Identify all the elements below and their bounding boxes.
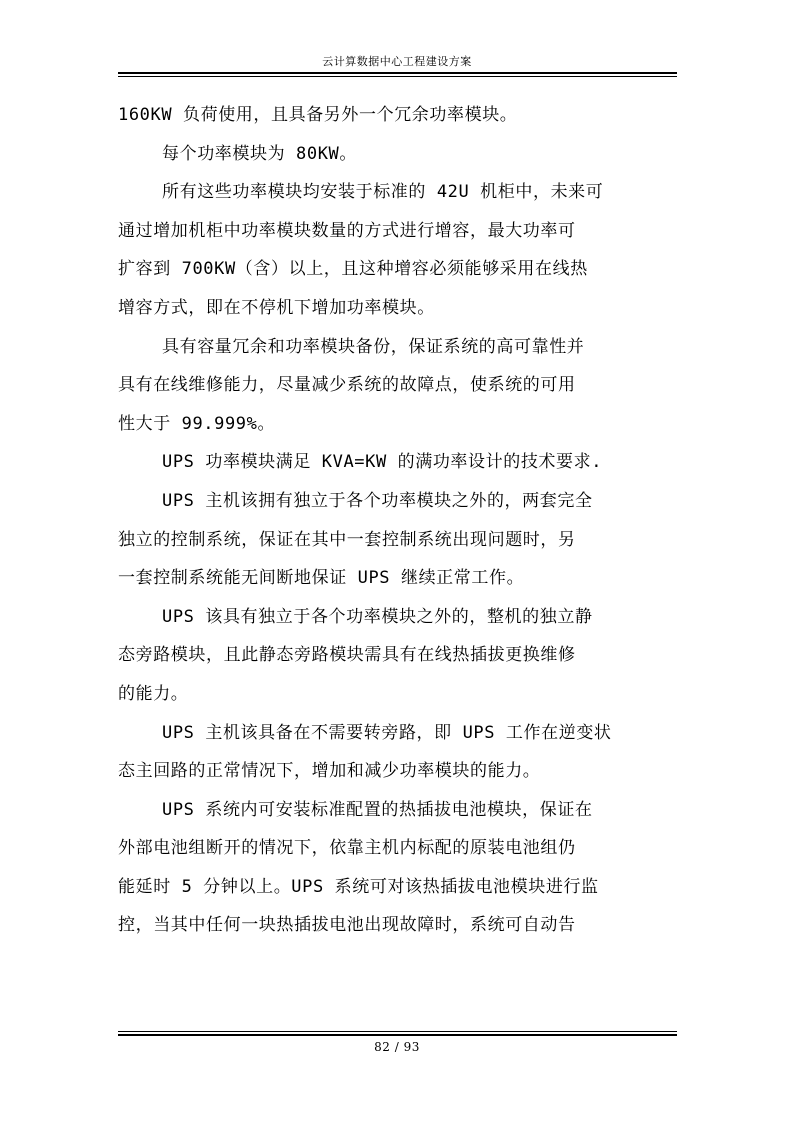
text-line: 能延时 5 分钟以上。UPS 系统可对该热插拔电池模块进行监 [118, 876, 599, 897]
page-number: 82 / 93 [374, 1040, 420, 1054]
text-line: 每个功率模块为 80KW。 [162, 143, 357, 164]
text-line: 通过增加机柜中功率模块数量的方式进行增容，最大功率可 [118, 220, 576, 241]
text-line: UPS 功率模块满足 KVA=KW 的满功率设计的技术要求. [162, 452, 603, 473]
text-line: 态旁路模块，且此静态旁路模块需具有在线热插拔更换维修 [118, 645, 576, 666]
text-line: 控，当其中任何一块热插拔电池出现故障时，系统可自动告 [118, 915, 576, 936]
text-line: 所有这些功率模块均安装于标准的 42U 机柜中，未来可 [162, 182, 604, 203]
text-line: 160KW 负荷使用，且具备另外一个冗余功率模块。 [118, 105, 518, 125]
text-line: 具有容量冗余和功率模块备份，保证系统的高可靠性并 [162, 336, 585, 357]
text-line: 具有在线维修能力，尽量减少系统的故障点，使系统的可用 [118, 375, 576, 396]
text-line: 性大于 99.999%。 [118, 413, 276, 434]
text-line: 外部电池组断开的情况下，依靠主机内标配的原装电池组仍 [118, 838, 576, 859]
body-text [118, 96, 677, 945]
footer-rule-thin [118, 1031, 677, 1032]
header-rule-thin [118, 76, 677, 77]
text-line: UPS 该具有独立于各个功率模块之外的，整机的独立静 [162, 606, 593, 627]
text-line: UPS 系统内可安装标准配置的热插拔电池模块，保证在 [162, 799, 593, 820]
header-rule-thick [118, 72, 677, 74]
text-line: 态主回路的正常情况下，增加和减少功率模块的能力。 [118, 761, 541, 782]
text-line: 一套控制系统能无间断地保证 UPS 继续正常工作。 [118, 568, 525, 589]
text-line: 扩容到 700KW（含）以上，且这种增容必须能够采用在线热 [118, 259, 588, 280]
text-line: UPS 主机该拥有独立于各个功率模块之外的，两套完全 [162, 490, 593, 511]
text-line: 的能力。 [118, 683, 189, 704]
text-line: UPS 主机该具备在不需要转旁路，即 UPS 工作在逆变状 [162, 722, 612, 743]
footer-rule-thick [118, 1034, 677, 1036]
text-line: 增容方式，即在不停机下增加功率模块。 [118, 297, 435, 318]
document-title: 云计算数据中心工程建设方案 [322, 55, 472, 68]
text-line: 独立的控制系统，保证在其中一套控制系统出现问题时，另 [118, 529, 576, 550]
